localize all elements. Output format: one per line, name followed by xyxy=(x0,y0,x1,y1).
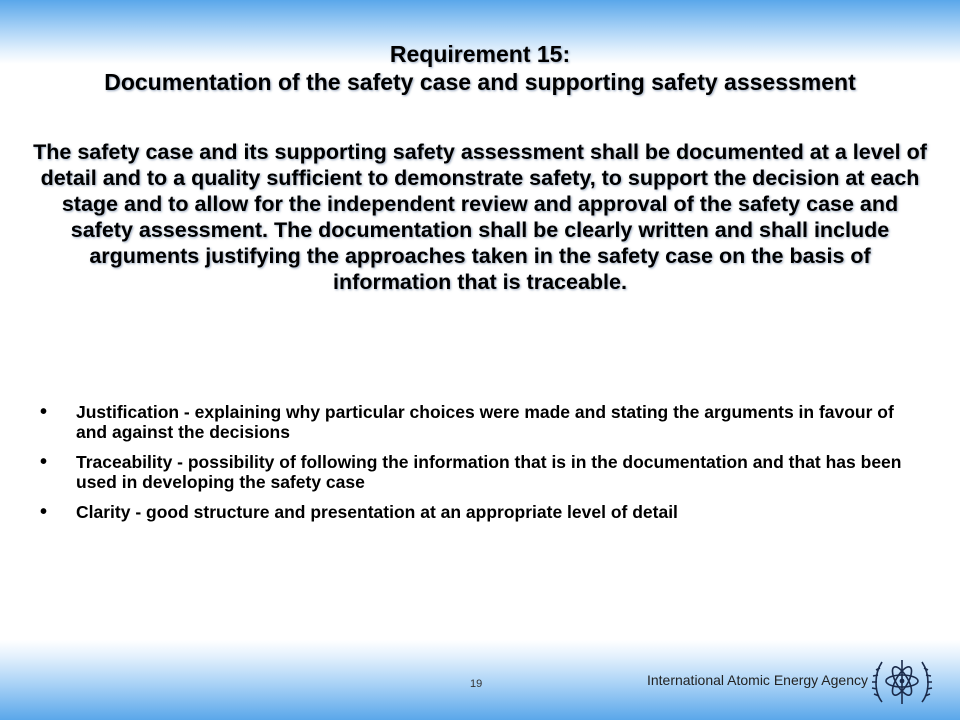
title-line-2: Documentation of the safety case and supporting safety assessment xyxy=(104,69,856,95)
requirement-statement: The safety case and its supporting safety assessment shall be documented at a level of detail and to a quality sufficient to demonstrate safety, to support the decision at each stage and to allow for the independent review and approval of the safety case and safety assessment. The documentation shall be clearly written and shall include arguments justifying the approaches taken in the safety case on the basis of information that is traceable. xyxy=(33,140,927,294)
page-number: 19 xyxy=(470,678,483,690)
iaea-logo-icon xyxy=(870,652,934,710)
list-item xyxy=(36,402,916,442)
bullet-text: Traceability - possibility of following the information that is in the documentation and that has been used in developing the safety case xyxy=(76,452,902,492)
bullet-dot-icon: • xyxy=(40,401,48,423)
bullet-list xyxy=(36,402,916,532)
list-item xyxy=(36,452,916,492)
bullet-text: Clarity - good structure and presentation at an appropriate level of detail xyxy=(76,502,678,522)
agency-name: International Atomic Energy Agency xyxy=(646,672,868,688)
slide-title xyxy=(20,40,940,96)
bullet-dot-icon: • xyxy=(40,501,48,523)
bullet-text: Justification - explaining why particular choices were made and stating the arguments in favour of and against the decisions xyxy=(76,402,894,442)
title-line-1: Requirement 15: xyxy=(389,41,571,67)
list-item xyxy=(36,502,916,522)
bullet-dot-icon: • xyxy=(40,451,48,473)
